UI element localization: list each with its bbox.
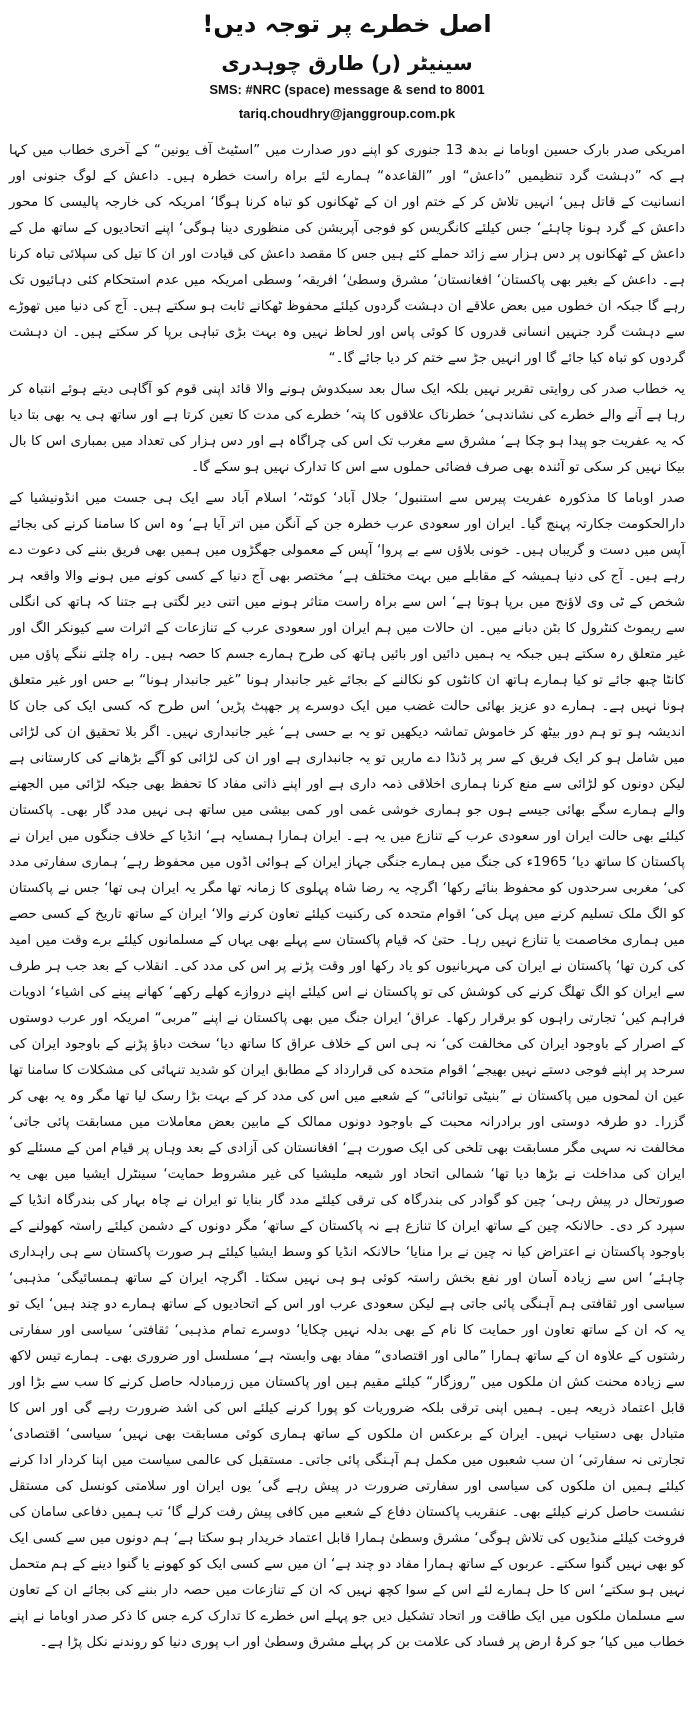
paragraph: امریکی صدر بارک حسین اوباما نے بدھ 13 جنوری کو اپنے دور صدارت میں ”اسٹیٹ آف یونین“ کے آخری خطاب میں کہا ہے کہ ”دہشت گرد تنظیمیں ”داعش“ اور ”القاعدہ“ ہمارے لئے براہ راست خطرہ ہیں۔ داعش کے لوگ جنونی اور انسانیت کے قاتل ہیں‘ انہیں تلاش کر کے ختم اور ان کے ٹھکانوں کو تباہ کرنا ہوگا‘ امریکہ کی خارجہ پالیسی کا محور داعش کے گرد ہونا چاہئے‘ جس کیلئے کانگریس کو فوجی آپریشن کی منظوری دینا ہوگی‘ اپنے اتحادیوں کے ساتھ مل کے داعش کے ٹھکانوں پر دس ہزار سے زائد حملے کئے ہیں جس کا مقصد داعش کی قیادت اور ان کا تیل کی سپلائی تباہ کرنا ہے۔ داعش کے بغیر بھی پاکستان‘ افغانستان‘ مشرق وسطیٰ‘ افریقہ‘ وسطی امریکہ میں عدم استحکام کئی دہائیوں تک رہے گا جبکہ ان خطوں میں بعض علاقے ان دہشت گردوں کیلئے محفوظ ٹھکانے ثابت ہو سکتے ہیں۔ آج کی دنیا میں تھوڑے سے دہشت گرد جنہیں انسانی قدروں کا کوئی پاس اور لحاظ نہیں وہ بہت بڑی تباہی برپا کر سکتے ہیں۔ ان دہشت گردوں کو تباہ کیا جائے گا اور انہیں جڑ سے ختم کر دیا جائے گا۔“ — [9, 143, 685, 366]
article-title: اصل خطرے پر توجہ دیں! — [202, 10, 492, 38]
paragraph: صدر اوباما کا مذکورہ عفریت پیرس سے استنبول‘ جلال آباد‘ کوئٹہ‘ اسلام آباد سے ایک ہی جست میں انڈونیشیا کے دارالحکومت جکارتہ پہنچ گیا۔ ایران اور سعودی عرب خطرہ جن کے آنگن میں اتر آیا ہے‘ وہ اس کا سامنا کرنے کی بجائے آپس میں دست و گریباں ہیں۔ خونی بلاؤں سے بے پروا‘ آپس کے معمولی جھگڑوں میں ہمیں بھی فریق بننے کی دعوت دے رہے ہیں۔ آج کی دنیا ہمیشہ کے مقابلے میں بہت مختلف ہے‘ مختصر بھی آج دنیا کے کسی کونے میں ہونے والا واقعہ ہر شخص کے ٹی وی لاؤنج میں برپا ہوتا ہے‘ اس سے براہ راست متاثر ہونے میں اتنی دیر لگتی ہے جتنا کہ ہاتھ کی انگلی سے ریموٹ کنٹرول کا بٹن دبانے میں۔ ان حالات میں ہم ایران اور سعودی عرب کے تنازعات کے اثرات سے کیونکر الگ اور غیر متعلق رہ سکتے ہیں جبکہ یہ ہمیں دائیں اور بائیں ہاتھ کی طرح ہمارے جسم کا حصہ ہیں۔ راہ چلتے ننگے پاؤں میں کانٹا چبھ جائے تو کیا ہمارے ہاتھ ان کانٹوں کو نکالنے کے بجائے غیر جانبدار ہونا ”غیر جانبدار ہونا“ بے حس اور غیر متعلق ہونا نہیں ہے۔ ہمارے دو عزیز بھائی حالت غضب میں ایک دوسرے پر جھپٹ پڑیں‘ اس طرح کہ کسی ایک کی جان کا اندیشہ ہو تو ہم دور بیٹھ کر خاموش تماشہ دیکھیں تو یہ بے حسی ہے‘ غیر جانبداری نہیں۔ اگر بلا تحقیق ان کی لڑائی میں شامل ہو کر ایک فریق کے سر پر ڈنڈا دے ماریں تو یہ جانبداری ہے اور ان کی لڑائی کو آگے بڑھانے کی کارستانی ہے لیکن دونوں کو لڑائی سے منع کرنا ہماری اخلاقی ذمہ داری ہے اور اپنے ذاتی مفاد کا تحفظ بھی جبکہ لڑائی میں الجھنے والے ہمارے سگے بھائی جیسے ہوں جو ہماری خوشی غمی اور کمی بیشی میں ساتھ ہی نہیں مدد گار بھی۔ پاکستان کیلئے بھی حالت ایران اور سعودی عرب کے تنازع میں یہ ہے۔ ایران ہمارا ہمسایہ ہے‘ انڈیا کے خلاف جنگوں میں ایران نے پاکستان کا ساتھ دیا‘ 1965ء کی جنگ میں ہمارے جنگی جہاز ایران کے ہوائی اڈوں میں محفوظ رہے‘ ہماری سفارتی مدد کی‘ مغربی سرحدوں کو محفوظ بنائے رکھا‘ اگرچہ یہ رضا شاہ پہلوی کا زمانہ تھا مگر یہ ایران ہی تھا‘ جس نے پاکستان کو الگ ملک تسلیم کرنے میں پہل کی‘ اقوام متحدہ کی رکنیت کیلئے تعاون کرنے والا‘ ایران کے ساتھ تاریخ کے کسی حصے میں ہماری مخاصمت یا تنازع نہیں رہا۔ حتیٰ کہ قیام پاکستان سے پہلے بھی یہاں کے مسلمانوں کیلئے برے وقت میں امید کی کرن تھا‘ پاکستان نے ایران کی مہربانیوں کو یاد رکھا اور وقت پڑنے پر اس کی مدد کی۔ انقلاب کے بعد جب ہر طرف سے ایران کو الگ تھلگ کرنے کی کوشش کی تو پاکستان نے اس کیلئے اپنے دروازے کھلے رکھے‘ کھانے پینے کی اشیاء‘ ادویات فراہم کیں‘ تجارتی راہوں کو برقرار رکھا۔ عراق‘ ایران جنگ میں بھی پاکستان نے اپنے ”مربی“ امریکہ اور عرب دوستوں کے اصرار کے باوجود ایران کی مخالفت کی‘ نہ ہی اس کے خلاف عراق کا ساتھ دیا‘ سخت دباؤ پڑنے کے باوجود ایران کی سرحد پر اپنے فوجی دستے نہیں بھیجے‘ اقوام متحدہ کی قرارداد کے مطابق ایران کو شدید تنہائی کی مشکلات کا سامنا تھا عین ان لمحوں میں پاکستان نے ”بنیٹی توانائی“ کے شعبے میں اس کی مدد کر کے بہت بڑا رسک لیا تھا مگر وہ یہ بھی کر گزرا۔ دو طرفہ دوستی اور برادرانہ محبت کے باوجود دونوں ممالک کے مابین بعض معاملات میں مسابقت پائی جاتی‘ مخالفت نہ سہی مگر مسابقت بھی تلخی کی ایک صورت ہے‘ افغانستان کی آزادی کے بعد وہاں پر قیام امن کے مسئلے کو ایران کی مداخلت نے بڑھا دیا تھا‘ شمالی اتحاد اور شیعہ ملیشیا کی غیر مشروط حمایت‘ سینٹرل ایشیا میں بھی یہ صورتحال در پیش رہی‘ چین کو گوادر کی بندرگاہ کی ترقی کیلئے مدد گار بنایا تو ایران نے چاہ بہار کی بندرگاہ انڈیا کے سپرد کر دی۔ حالانکہ چین کے ساتھ ایران کا تنازع ہے نہ پاکستان کے ساتھ‘ مگر دونوں کے دشمن کیلئے راستہ کھولنے کے باوجود پاکستان نے اعتراض کیا نہ چین نے برا منایا‘ حالانکہ انڈیا کو وسط ایشیا کیلئے ہر صورت پاکستان سے ہی راہداری چاہئے‘ اس سے زیادہ آسان اور نفع بخش راستہ کوئی ہو ہی نہیں سکتا۔ اگرچہ ایران کے ساتھ ہمسائیگی‘ مذہبی‘ سیاسی اور ثقافتی ہم آہنگی پائی جاتی ہے لیکن سعودی عرب اور اس کے اتحادیوں کے ساتھ ہمارے دو چند ہیں‘ ایک تو یہ کہ ان کے ساتھ تعاون اور حمایت کا نام کے بھی بدلہ نہیں چکایا‘ دوسرے تمام مذہبی‘ ثقافتی‘ سیاسی اور سفارتی رشتوں کے علاوہ ان کے ساتھ ہمارا ”مالی اور اقتصادی“ مفاد بھی وابستہ ہے‘ مسلسل اور ضروری بھی۔ ہمارے تیس لاکھ سے زیادہ محنت کش ان ملکوں میں ”روزگار“ کیلئے مقیم ہیں اور پاکستان میں زرمبادلہ حاصل کرنے کا سب سے بڑا اور قابل اعتماد ذریعہ ہیں۔ ہمیں اپنی ترقی بلکہ ضروریات کو پورا کرنے کیلئے اس کی اشد ضرورت رہے گی اور اس کا متبادل بھی دستیاب نہیں۔ ایران کے برعکس ان ملکوں کے ساتھ ہماری کوئی مسابقت بھی نہیں‘ سیاسی‘ اقتصادی‘ تجارتی نہ سفارتی‘ ان سب شعبوں میں مکمل ہم آہنگی پائی جاتی۔ مستقبل کی عالمی سیاست میں اپنا کردار ادا کرنے کیلئے ہمیں ان ملکوں کی سیاسی اور سفارتی ضرورت در پیش رہے گی‘ یوں ایران اور سلامتی کونسل کی مستقل نشست حاصل کرنے کیلئے بھی۔ عنقریب پاکستان دفاع کے شعبے میں کافی پیش رفت کرلے گا‘ تب ہمیں دفاعی سامان کی فروخت کیلئے منڈیوں کی تلاش ہوگی‘ مشرق وسطیٰ ہمارا قابل اعتماد خریدار ہو سکتا ہے‘ ہم دونوں میں سے کسی ایک کو بھی نہیں گنوا سکتے۔ عربوں کے ساتھ ہمارا مفاد دو چند ہے‘ ان میں سے کسی ایک کو کھونے یا گنوا دینے کے ہم متحمل نہیں ہو سکتے‘ اس کا حل ہمارے لئے اس کے سوا کچھ نہیں کہ ان کے تنازعات میں حصہ دار بننے کی بجائے ان کے تعاون سے مسلمان ملکوں میں ایک طاقت ور اتحاد تشکیل دیں جو پہلے اس خطرے کا تدارک کرے جس کا ذکر صدر اوباما نے اپنے خطاب میں کیا‘ جو کرۂ ارض پر فساد کی علامت بن کر پہلے مشرق وسطیٰ اور اب پوری دنیا کو روندنے نکل پڑا ہے۔ — [9, 491, 686, 1650]
article-body — [9, 138, 685, 1656]
author-name: سینیٹر (ر) طارق چوہدری — [221, 51, 473, 75]
author-email: tariq.choudhry@janggroup.com.pk — [238, 106, 456, 121]
sms-line: SMS: #NRC (space) message & send to 8001 — [209, 82, 485, 97]
column-header — [9, 6, 685, 124]
paragraph: یہ خطاب صدر کی روایتی تقریر نہیں بلکہ ایک سال بعد سبکدوش ہونے والا قائد اپنی قوم کو آگاہی دیتے ہوئے انتباہ کر رہا ہے آنے والے خطرے کی نشاندہی‘ خطرناک علاقوں کا پتہ‘ خطرے کی مدت کا تعین کرتا ہے اور ساتھ ہی یہ بھی بتا دیا کہ یہ عفریت جو پیدا ہو چکا ہے‘ مشرق سے مغرب تک اس کی چراگاہ ہے اور دس ہزار کی تعداد میں بمباری اس کا بال بیکا نہیں کر سکی تو آئندہ بھی صرف فضائی حملوں سے اس کا تدارک نہیں ہو سکے گا۔ — [9, 382, 685, 475]
